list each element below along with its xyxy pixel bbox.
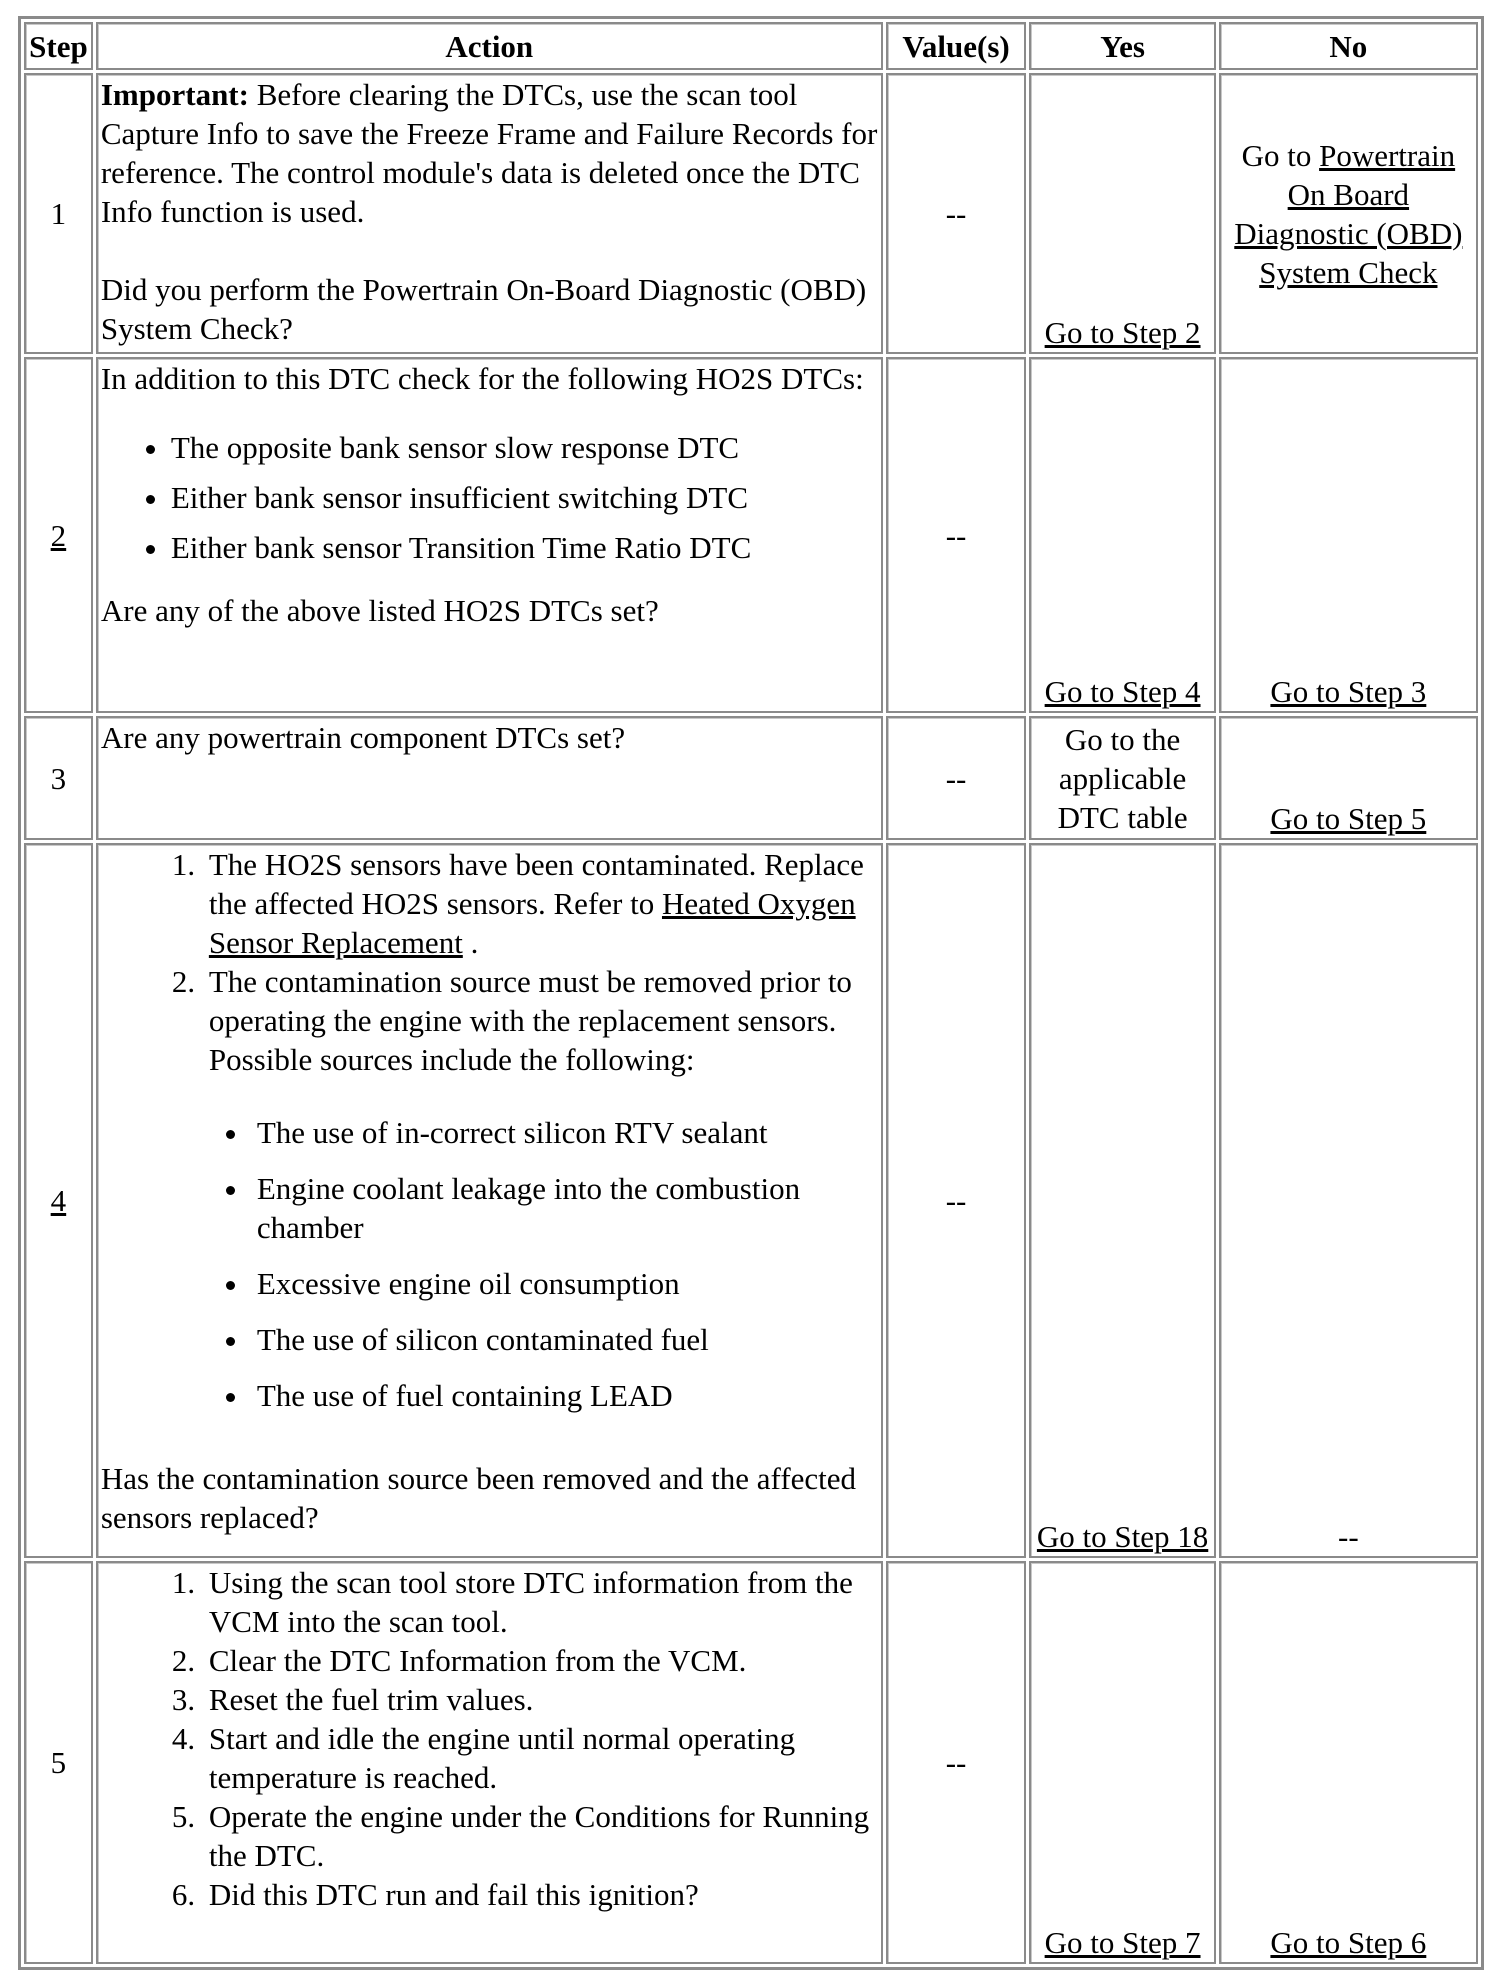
contamination-sources-list bbox=[209, 1113, 878, 1415]
step-number bbox=[24, 843, 93, 1558]
value-cell: -- bbox=[886, 843, 1027, 1558]
action-cell bbox=[96, 1561, 883, 1964]
important-text: Before clearing the DTCs, use the scan tool Capture Info to save the Freeze Frame and Failure Records for reference. The control module's data is deleted once the DTC Info function is used. bbox=[100, 77, 878, 229]
diagnostic-table bbox=[18, 16, 1484, 1970]
no-cell bbox=[1219, 1561, 1478, 1964]
action-cell bbox=[96, 357, 883, 713]
yes-cell bbox=[1029, 843, 1215, 1558]
action-cell bbox=[96, 716, 883, 840]
table-row-step-5 bbox=[24, 1561, 1478, 1964]
table-row-step-4 bbox=[24, 843, 1478, 1558]
go-to-step-4-link[interactable]: Go to Step 4 bbox=[1044, 674, 1201, 709]
list-item: • The use of silicon contaminated fuel bbox=[251, 1320, 878, 1359]
action-cell bbox=[96, 843, 883, 1558]
list-item: • The opposite bank sensor slow response DTC bbox=[171, 428, 878, 467]
go-to-step-6-link[interactable]: Go to Step 6 bbox=[1270, 1925, 1427, 1960]
header-row bbox=[24, 22, 1478, 70]
table-row-step-3 bbox=[24, 716, 1478, 840]
important-label: Important: bbox=[100, 77, 249, 112]
list-item: • Engine coolant leakage into the combustion chamber bbox=[251, 1169, 878, 1247]
obd-system-check-link[interactable]: Powertrain On Board Diagnostic (OBD) System Check bbox=[1234, 137, 1463, 290]
list-item: • The use of in-correct silicon RTV sealant bbox=[251, 1113, 878, 1152]
action-question: Has the contamination source been removed and the affected sensors replaced? bbox=[100, 1461, 857, 1535]
step-2-link[interactable]: 2 bbox=[50, 517, 67, 553]
go-to-step-7-link[interactable]: Go to Step 7 bbox=[1044, 1925, 1201, 1960]
value-cell: -- bbox=[886, 1561, 1027, 1964]
header-no: No bbox=[1219, 22, 1478, 70]
list-item: 2. Clear the DTC Information from the VCM. bbox=[203, 1641, 878, 1680]
list-item: • Excessive engine oil consumption bbox=[251, 1264, 878, 1303]
step-number bbox=[24, 357, 93, 713]
header-action: Action bbox=[96, 22, 883, 70]
list-item: 3. Reset the fuel trim values. bbox=[203, 1680, 878, 1719]
action-question: Did you perform the Powertrain On-Board Diagnostic (OBD) System Check? bbox=[100, 272, 867, 346]
action-question: Are any of the above listed HO2S DTCs set? bbox=[100, 593, 659, 628]
no-prefix: Go to bbox=[1241, 137, 1320, 173]
no-cell: -- bbox=[1219, 843, 1478, 1558]
header-values: Value(s) bbox=[886, 22, 1027, 70]
list-item: 1. Using the scan tool store DTC information from the VCM into the scan tool. bbox=[203, 1563, 878, 1641]
go-to-step-2-link[interactable]: Go to Step 2 bbox=[1044, 315, 1201, 350]
yes-cell bbox=[1029, 1561, 1215, 1964]
no-cell bbox=[1219, 716, 1478, 840]
important-note bbox=[101, 75, 878, 231]
step-number: 1 bbox=[24, 73, 93, 354]
action-cell bbox=[96, 73, 883, 354]
procedure-list bbox=[101, 1563, 878, 1914]
value-cell: -- bbox=[886, 716, 1027, 840]
step-4-link[interactable]: 4 bbox=[50, 1183, 67, 1218]
step-number: 3 bbox=[24, 716, 93, 840]
list-item: 2. The contamination source must be removed prior to operating the engine with the replacement sensors. Possible sources include the following: • The use of in-correct silicon RTV sealant • Engine coolant leakage into the combustion chamber • Excessive engine oil consumption • The use of silicon contaminated fuel • The use of fuel containing LEAD bbox=[203, 962, 878, 1415]
list-item: • Either bank sensor Transition Time Ratio DTC bbox=[171, 528, 878, 567]
yes-cell bbox=[1029, 73, 1215, 354]
list-item: • Either bank sensor insufficient switching DTC bbox=[171, 478, 878, 517]
value-cell: -- bbox=[886, 357, 1027, 713]
list-item: 6. Did this DTC run and fail this ignition? bbox=[203, 1875, 878, 1914]
procedure-list bbox=[101, 845, 878, 1415]
go-to-step-3-link[interactable]: Go to Step 3 bbox=[1270, 674, 1427, 709]
go-to-step-5-link[interactable]: Go to Step 5 bbox=[1270, 801, 1427, 836]
list-item: 4. Start and idle the engine until normal operating temperature is reached. bbox=[203, 1719, 878, 1797]
list-item: 1. The HO2S sensors have been contaminated. Replace the affected HO2S sensors. Refer to Heated Oxygen Sensor Replacement . bbox=[203, 845, 878, 962]
hO2s-dtc-list bbox=[101, 428, 878, 567]
table-row-step-1 bbox=[24, 73, 1478, 354]
yes-cell bbox=[1029, 357, 1215, 713]
no-cell bbox=[1219, 357, 1478, 713]
go-to-step-18-link[interactable]: Go to Step 18 bbox=[1036, 1519, 1209, 1554]
header-yes: Yes bbox=[1029, 22, 1215, 70]
action-intro: In addition to this DTC check for the following HO2S DTCs: bbox=[100, 361, 864, 396]
table-row-step-2 bbox=[24, 357, 1478, 713]
yes-cell: Go to the applicable DTC table bbox=[1029, 716, 1215, 840]
header-step: Step bbox=[24, 22, 93, 70]
list-item: • The use of fuel containing LEAD bbox=[251, 1376, 878, 1415]
action-question: Are any powertrain component DTCs set? bbox=[100, 720, 626, 755]
heated-oxygen-sensor-replacement-link[interactable]: Heated Oxygen Sensor Replacement bbox=[208, 886, 856, 960]
list-item: 5. Operate the engine under the Conditions for Running the DTC. bbox=[203, 1797, 878, 1875]
value-cell: -- bbox=[886, 73, 1027, 354]
step-number: 5 bbox=[24, 1561, 93, 1964]
no-cell bbox=[1219, 73, 1478, 354]
